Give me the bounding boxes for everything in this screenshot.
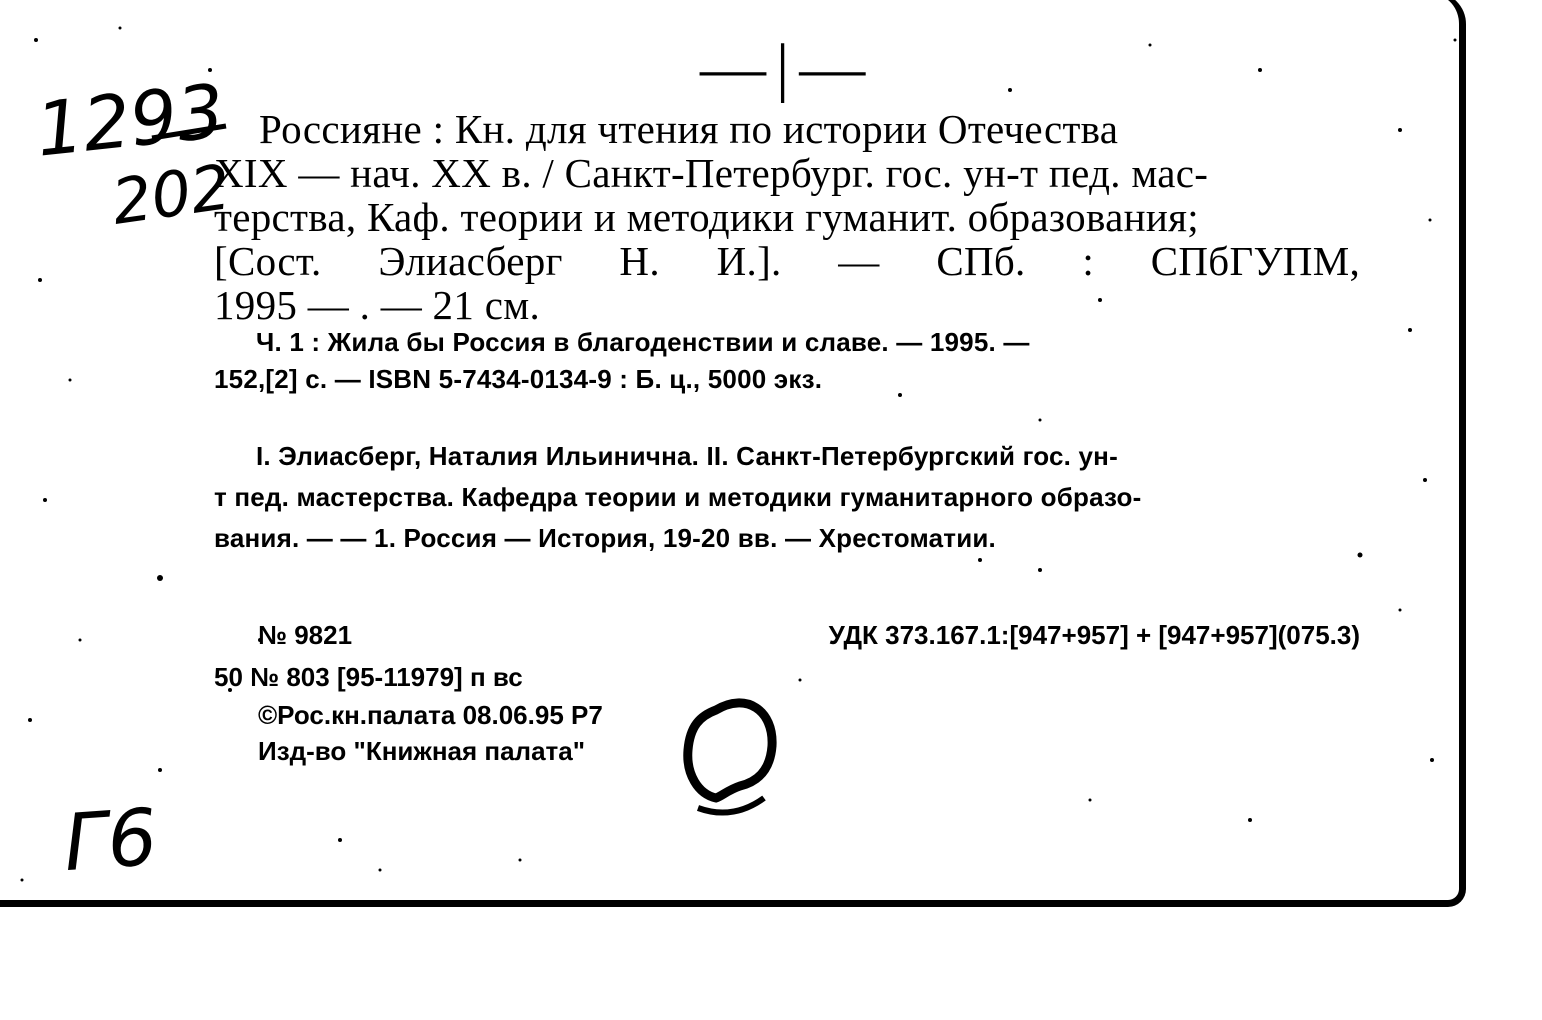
card-sheet-number: —|— <box>700 31 876 104</box>
card-number: № 9821 <box>258 620 353 650</box>
handwritten-inventory-number: 1293 <box>32 68 229 174</box>
main-bibliographic-entry <box>214 107 1360 327</box>
hand-drawn-circle-stamp <box>676 690 786 830</box>
part-line: Ч. 1 : Жила бы Россия в благоденствии и славе. — 1995. — <box>256 327 1030 357</box>
entry-line: XIX — нач. XX в. / Санкт-Петербург. гос. ун-т пед. мас- <box>214 150 1209 196</box>
entry-line: терства, Каф. теории и методики гуманит. образования; <box>214 194 1199 240</box>
handwritten-shelf-number: 202 <box>107 150 235 239</box>
entry-line: 1995 — . — 21 см. <box>214 282 540 328</box>
tracings-block <box>214 436 1360 559</box>
copyright-line: ©Рос.кн.палата 08.06.95 Р7 <box>258 700 603 730</box>
order-number: 50 № 803 [95-11979] п вс <box>214 662 523 692</box>
tracing-line: вания. — — 1. Россия — История, 19-20 вв. — Хрестоматии. <box>214 523 996 553</box>
handwritten-bottom-mark: Г6 <box>60 792 161 890</box>
entry-line: Россияне : Кн. для чтения по истории Отечества <box>259 106 1119 152</box>
part-line: 152,[2] с. — ISBN 5-7434-0134-9 : Б. ц., 5000 экз. <box>214 364 823 394</box>
tracing-line: I. Элиасберг, Наталия Ильинична. II. Санкт-Петербургский гос. ун- <box>256 441 1118 471</box>
udk-code: УДК 373.167.1:[947+957] + [947+957](075.3) <box>828 620 1360 650</box>
tracing-line: т пед. мастерства. Кафедра теории и методики гуманитарного образо- <box>214 482 1142 512</box>
publisher-line: Изд-во "Книжная палата" <box>258 736 586 766</box>
part-description <box>214 324 1360 398</box>
entry-line: [Сост. Элиасберг Н. И.]. — СПб. : СПбГУПМ, <box>214 238 1360 284</box>
